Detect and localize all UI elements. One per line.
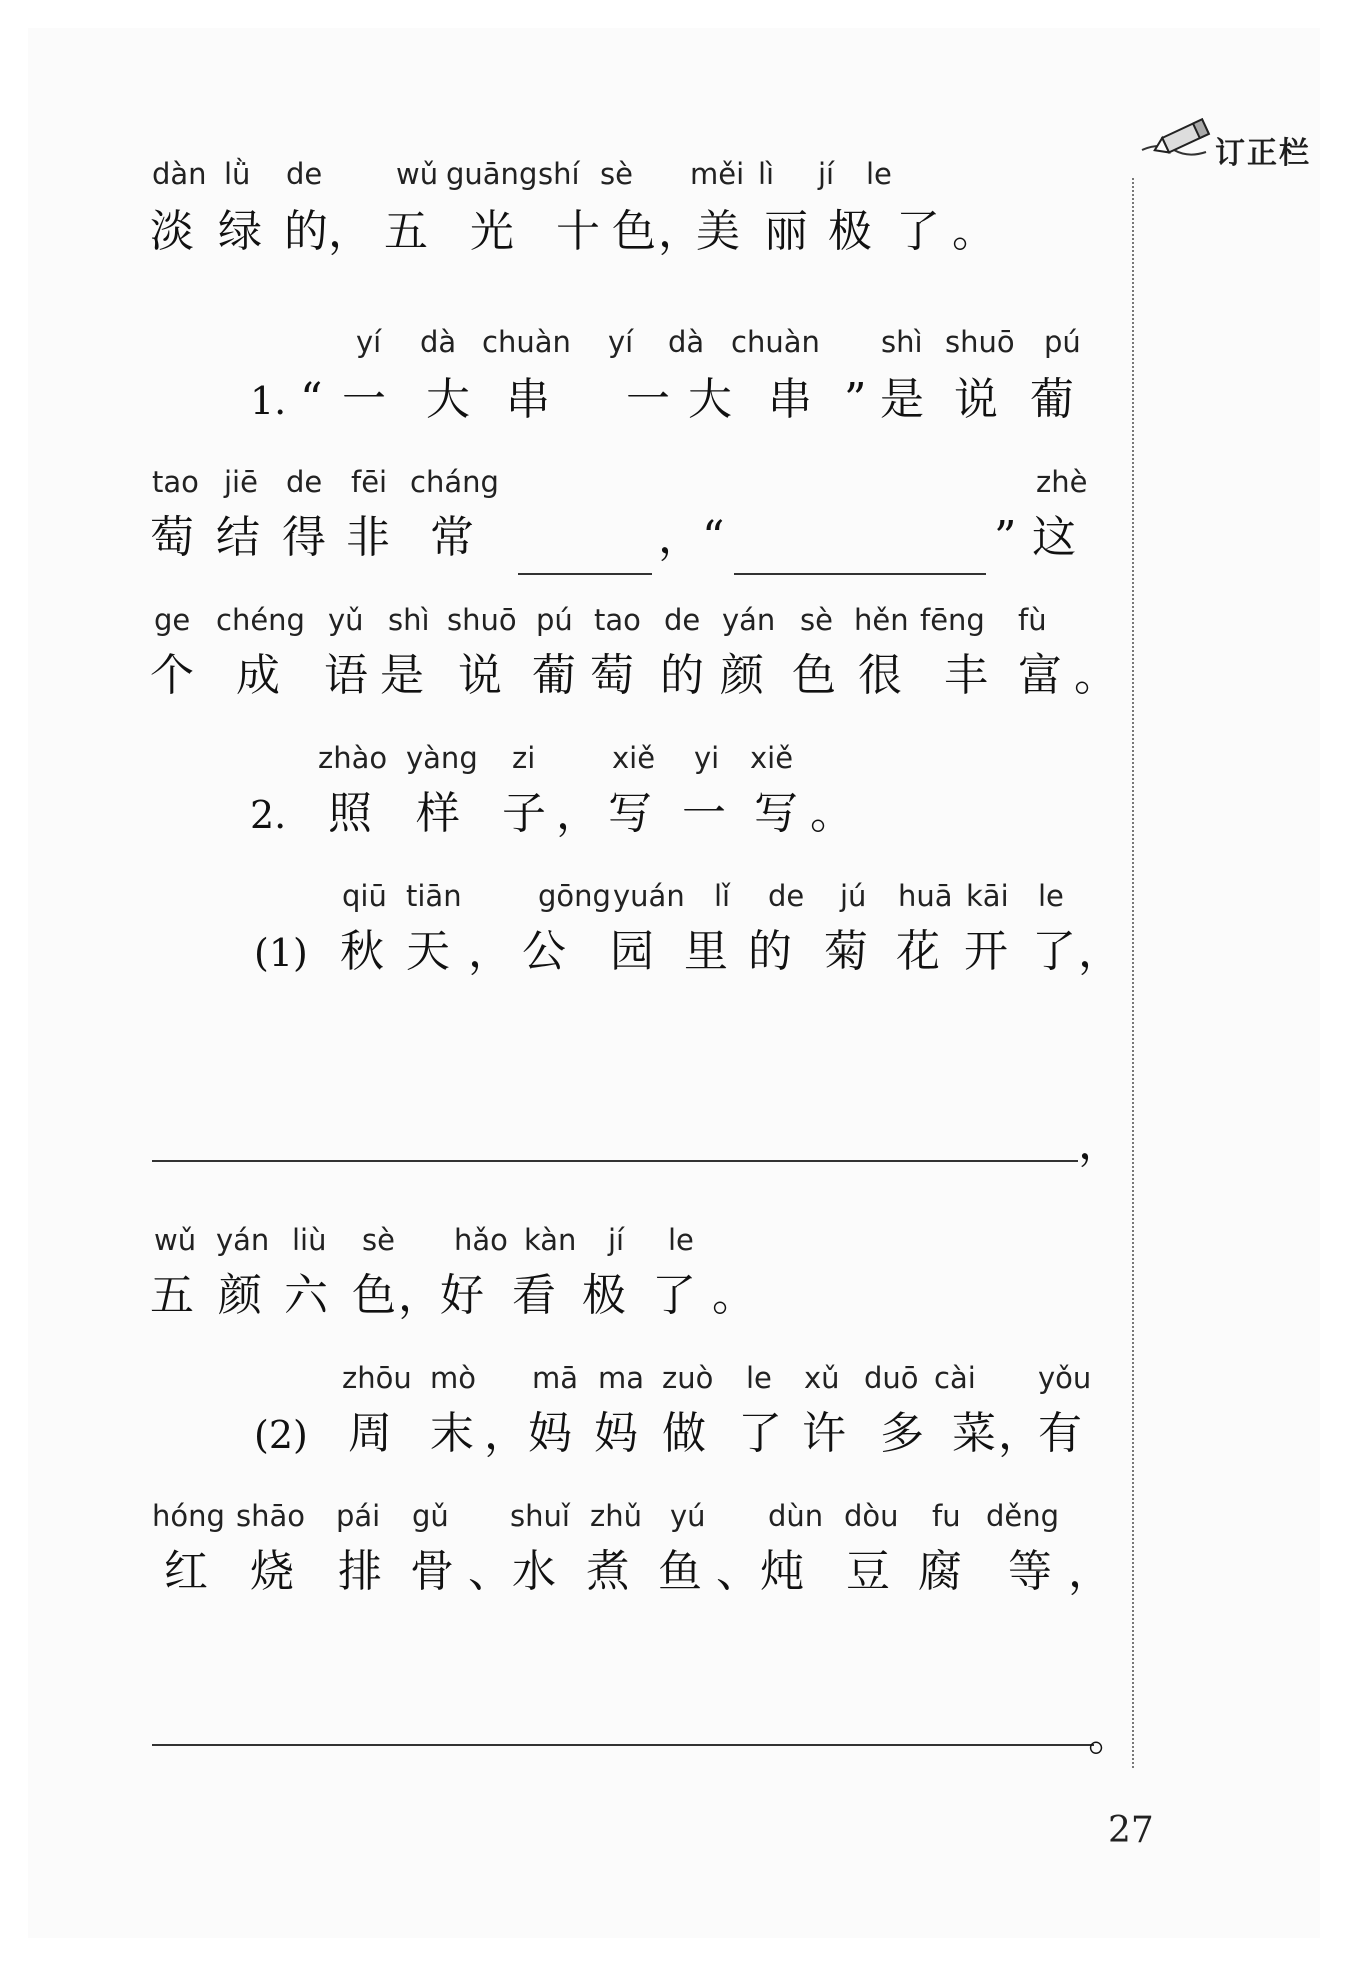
pinyin: yuán <box>613 879 685 913</box>
hanzi: 菜 <box>952 1408 996 1459</box>
hanzi: 绿 <box>218 206 262 257</box>
pinyin: pú <box>1044 325 1081 359</box>
pinyin: zi <box>512 741 536 775</box>
pinyin: lǜ <box>224 157 251 191</box>
pinyin: jí <box>608 1223 625 1257</box>
pinyin: zhè <box>1036 465 1088 499</box>
hanzi: ， <box>484 1408 528 1459</box>
page-number: 27 <box>1108 1810 1154 1851</box>
hanzi: 成 <box>236 650 280 701</box>
hanzi: 、 <box>468 1546 512 1597</box>
hanzi: 写 <box>608 788 652 839</box>
pinyin: zuò <box>662 1361 714 1395</box>
pinyin: zhǔ <box>590 1499 642 1533</box>
hanzi: 了 <box>896 206 940 257</box>
pinyin: de <box>664 603 701 637</box>
pinyin: wǔ <box>396 157 439 191</box>
hanzi: ， <box>556 788 600 839</box>
hanzi: 六 <box>284 1270 328 1321</box>
pinyin: yán <box>722 603 776 637</box>
hanzi: 了 <box>1032 926 1076 977</box>
hanzi: 公 <box>522 926 566 977</box>
answer-blank[interactable] <box>734 573 986 575</box>
pinyin: ma <box>598 1361 645 1395</box>
hanzi: 红 <box>164 1546 208 1597</box>
hanzi: ” <box>994 512 1017 563</box>
hanzi: 。 <box>1088 1710 1132 1761</box>
hanzi: ， <box>1078 1118 1122 1169</box>
hanzi: 得 <box>282 512 326 563</box>
sub-question-number: (1) <box>254 931 308 975</box>
hanzi: 许 <box>802 1408 846 1459</box>
pinyin: pái <box>336 1499 381 1533</box>
pinyin: kāi <box>966 879 1009 913</box>
hanzi: “ <box>300 374 323 425</box>
pinyin: ge <box>154 603 191 637</box>
hanzi: 是 <box>380 650 424 701</box>
hanzi: ， <box>998 1408 1042 1459</box>
hanzi: 富 <box>1018 650 1062 701</box>
pinyin: tiān <box>406 879 462 913</box>
question-number: 2. <box>250 793 287 837</box>
hanzi: 颜 <box>720 650 764 701</box>
hanzi: 葡 <box>532 650 576 701</box>
pinyin: cháng <box>410 465 499 499</box>
hanzi: 。 <box>1074 650 1118 701</box>
pinyin: tao <box>594 603 641 637</box>
hanzi: 说 <box>458 650 502 701</box>
hanzi: 丽 <box>764 206 808 257</box>
correction-column-label: 订正栏 <box>1215 136 1311 171</box>
hanzi: 一 <box>682 788 726 839</box>
hanzi: ， <box>328 206 372 257</box>
hanzi: 这 <box>1032 512 1076 563</box>
hanzi: 萄 <box>150 512 194 563</box>
hanzi: 大 <box>688 374 732 425</box>
hanzi: 园 <box>610 926 654 977</box>
pinyin: chuàn <box>482 325 571 359</box>
pinyin: mò <box>430 1361 476 1395</box>
pinyin: fu <box>932 1499 961 1533</box>
pinyin: yú <box>670 1499 706 1533</box>
pinyin: yǔ <box>328 603 364 637</box>
hanzi: 色 <box>352 1270 396 1321</box>
hanzi: 样 <box>416 788 460 839</box>
pinyin: pú <box>536 603 573 637</box>
hanzi: 十 <box>556 206 600 257</box>
hanzi: 水 <box>512 1546 556 1597</box>
hanzi: 了 <box>738 1408 782 1459</box>
hanzi: 花 <box>896 926 940 977</box>
hanzi: 非 <box>346 512 390 563</box>
hanzi: 秋 <box>340 926 384 977</box>
pinyin: xiě <box>612 741 656 775</box>
hanzi: 排 <box>338 1546 382 1597</box>
hanzi: 说 <box>954 374 998 425</box>
hanzi: 常 <box>430 512 474 563</box>
hanzi: 好 <box>440 1270 484 1321</box>
pinyin: chéng <box>216 603 305 637</box>
pinyin: hóng <box>152 1499 225 1533</box>
pinyin: fēng <box>920 603 985 637</box>
hanzi: ，“ <box>658 512 725 563</box>
pinyin: jí <box>818 157 835 191</box>
pinyin: hǎo <box>454 1223 508 1257</box>
hanzi: ， <box>658 206 702 257</box>
hanzi: 等 <box>1008 1546 1052 1597</box>
hanzi: ， <box>1078 926 1122 977</box>
hanzi: 极 <box>582 1270 626 1321</box>
hanzi: 烧 <box>250 1546 294 1597</box>
hanzi: 看 <box>512 1270 556 1321</box>
pinyin: sè <box>362 1223 395 1257</box>
pinyin: sè <box>800 603 833 637</box>
pinyin: le <box>1038 879 1064 913</box>
hanzi: 里 <box>684 926 728 977</box>
hanzi: 的 <box>284 206 328 257</box>
hanzi: 丰 <box>944 650 988 701</box>
hanzi: 骨 <box>410 1546 454 1597</box>
pinyin: jú <box>840 879 867 913</box>
hanzi: 淡 <box>150 206 194 257</box>
pinyin: lǐ <box>714 879 731 913</box>
hanzi: 的 <box>748 926 792 977</box>
pinyin: jiē <box>224 465 258 499</box>
answer-line[interactable] <box>152 1160 1078 1162</box>
pinyin: yàng <box>406 741 478 775</box>
hanzi: 五 <box>384 206 428 257</box>
hanzi: 妈 <box>594 1408 638 1459</box>
pinyin: de <box>768 879 805 913</box>
pinyin: lì <box>758 157 775 191</box>
answer-line[interactable] <box>152 1744 1094 1746</box>
hanzi: 光 <box>470 206 514 257</box>
hanzi: 有 <box>1038 1408 1082 1459</box>
pinyin: dàn <box>152 157 207 191</box>
hanzi: 周 <box>348 1408 392 1459</box>
hanzi: 。 <box>712 1270 756 1321</box>
hanzi: 颜 <box>218 1270 262 1321</box>
hanzi: 。 <box>810 788 854 839</box>
pinyin: dùn <box>768 1499 824 1533</box>
hanzi: 的 <box>660 650 704 701</box>
pinyin: wǔ <box>154 1223 197 1257</box>
hanzi: 菊 <box>824 926 868 977</box>
hanzi: 是 <box>880 374 924 425</box>
hanzi: 、 <box>716 1546 760 1597</box>
hanzi: 多 <box>880 1408 924 1459</box>
hanzi: 妈 <box>528 1408 572 1459</box>
hanzi: 做 <box>662 1408 706 1459</box>
pinyin: duō <box>864 1361 919 1395</box>
hanzi: 炖 <box>760 1546 804 1597</box>
hanzi: 写 <box>754 788 798 839</box>
hanzi: 语 <box>324 650 368 701</box>
hanzi: 一 <box>626 374 670 425</box>
pinyin: liù <box>292 1223 327 1257</box>
pinyin: qiū <box>342 879 387 913</box>
hanzi: 葡 <box>1030 374 1074 425</box>
pinyin: huā <box>898 879 953 913</box>
hanzi: 色 <box>612 206 656 257</box>
hanzi: 五 <box>150 1270 194 1321</box>
hanzi: 鱼 <box>658 1546 702 1597</box>
pinyin: zhào <box>318 741 388 775</box>
pinyin: shì <box>388 603 430 637</box>
pinyin: shuǐ <box>510 1499 570 1533</box>
question-number: 1. <box>250 379 287 423</box>
hanzi: 煮 <box>586 1546 630 1597</box>
hanzi: 色 <box>792 650 836 701</box>
pinyin: shuō <box>447 603 517 637</box>
hanzi: 个 <box>150 650 194 701</box>
pinyin: sè <box>600 157 633 191</box>
pinyin: de <box>286 465 323 499</box>
pinyin: zhōu <box>342 1361 412 1395</box>
pinyin: dòu <box>844 1499 899 1533</box>
pinyin: yǒu <box>1038 1361 1092 1395</box>
answer-blank[interactable] <box>518 573 652 575</box>
hanzi: 一 <box>342 374 386 425</box>
pinyin: měi <box>690 157 745 191</box>
pinyin: yí <box>356 325 382 359</box>
pinyin: hěn <box>854 603 909 637</box>
hanzi: 大 <box>426 374 470 425</box>
pinyin: de <box>286 157 323 191</box>
pinyin: děng <box>986 1499 1060 1533</box>
pinyin: yi <box>694 741 720 775</box>
hanzi: 很 <box>858 650 902 701</box>
pinyin: yán <box>216 1223 270 1257</box>
hanzi: 结 <box>216 512 260 563</box>
pinyin: fēi <box>351 465 388 499</box>
hanzi: 串 <box>768 374 812 425</box>
pinyin: cài <box>934 1361 976 1395</box>
workbook-page <box>28 28 1320 1938</box>
hanzi: 美 <box>696 206 740 257</box>
pinyin: guāng <box>446 157 538 191</box>
hanzi: 豆 <box>846 1546 890 1597</box>
pinyin: chuàn <box>731 325 820 359</box>
hanzi: 串 <box>506 374 550 425</box>
hanzi: ， <box>468 926 512 977</box>
pinyin: fù <box>1018 603 1047 637</box>
hanzi: 极 <box>828 206 872 257</box>
pinyin: tao <box>152 465 199 499</box>
pinyin: le <box>668 1223 694 1257</box>
sub-question-number: (2) <box>254 1413 308 1457</box>
pinyin: dà <box>420 325 457 359</box>
hanzi: ， <box>398 1270 442 1321</box>
hanzi: 照 <box>328 788 372 839</box>
pinyin: mā <box>532 1361 579 1395</box>
pinyin: shì <box>881 325 923 359</box>
hanzi: 开 <box>964 926 1008 977</box>
pinyin: le <box>866 157 892 191</box>
hanzi: 天 <box>406 926 450 977</box>
pinyin: kàn <box>524 1223 577 1257</box>
hanzi: 了 <box>652 1270 696 1321</box>
pinyin: shí <box>538 157 580 191</box>
pinyin: xiě <box>750 741 794 775</box>
hanzi: 腐 <box>918 1546 962 1597</box>
hanzi: 子 <box>502 788 546 839</box>
pinyin: dà <box>668 325 705 359</box>
hanzi: 。 <box>952 206 996 257</box>
hanzi: 末 <box>430 1408 474 1459</box>
pinyin: le <box>746 1361 772 1395</box>
pinyin: shāo <box>236 1499 306 1533</box>
hanzi: 萄 <box>590 650 634 701</box>
pinyin: xǔ <box>804 1361 840 1395</box>
pinyin: gōng <box>538 879 611 913</box>
pinyin: shuō <box>945 325 1015 359</box>
correction-divider <box>1132 178 1134 1768</box>
hanzi: ， <box>1068 1546 1112 1597</box>
hanzi: ” <box>844 374 867 425</box>
pinyin: yí <box>608 325 634 359</box>
pinyin: gǔ <box>412 1499 449 1533</box>
